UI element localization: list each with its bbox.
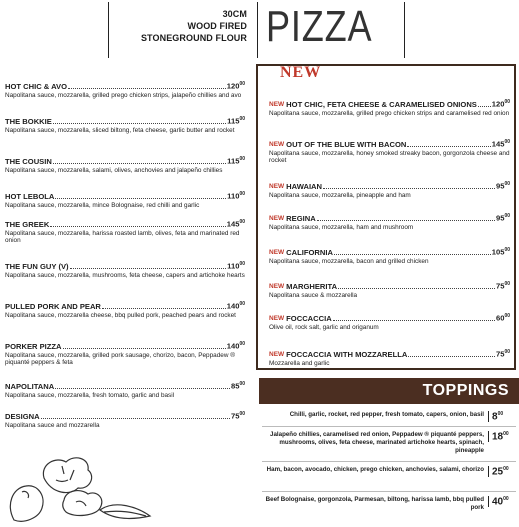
menu-item-name: THE BOKKIE xyxy=(5,116,52,126)
price-value: 75 xyxy=(230,411,240,421)
price-cents: 00 xyxy=(239,411,245,417)
topping-text: Ham, bacon, avocado, chicken, prego chicken, anchovies, salami, chorizo xyxy=(266,466,484,473)
topping-row xyxy=(260,411,516,422)
menu-item-description: Napolitana sauce, mozzarella, mince Bolognaise, red chilli and garlic xyxy=(5,201,200,209)
price-value: 25 xyxy=(492,466,504,478)
menu-item-name: FOCCACCIA xyxy=(286,313,332,323)
new-menu-item xyxy=(269,348,510,367)
right-menu-column xyxy=(269,98,510,368)
new-menu-item xyxy=(269,280,510,299)
menu-item-row xyxy=(5,155,245,166)
menu-item-description: Napolitana sauce, mozzarella, grilled pork sausage, chorizo, bacon, Peppadew ® piquanté peppers & feta xyxy=(5,351,235,367)
price-cents: 00 xyxy=(239,301,245,307)
topping-text: Beef Bolognaise, gorgonzola, Parmesan, biltong, harissa lamb, bbq pulled pork xyxy=(265,496,484,511)
price-value: 95 xyxy=(495,213,505,223)
menu-item-name: CALIFORNIA xyxy=(286,247,333,257)
menu-item-description: Napolitana sauce, mozzarella, harissa roasted lamb, olives, feta and marinated red onion xyxy=(5,229,240,245)
dot-leader xyxy=(41,418,230,419)
left-menu-column xyxy=(5,80,245,430)
menu-item-description: Olive oil, rock salt, garlic and origanum xyxy=(269,323,379,331)
menu-item-price xyxy=(227,155,245,166)
price-cents: 00 xyxy=(504,139,510,145)
price-value: 18 xyxy=(492,431,504,443)
new-tag: NEW xyxy=(269,248,285,256)
header-line: WOOD FIRED xyxy=(187,21,247,31)
menu-item-name: PULLED PORK AND PEAR xyxy=(5,301,101,311)
price-value: 120 xyxy=(491,99,505,109)
price-value: 115 xyxy=(227,116,240,126)
price-cents: 00 xyxy=(239,156,245,162)
menu-item-price xyxy=(496,180,510,191)
topping-price xyxy=(488,496,516,507)
header-right-rule xyxy=(404,2,405,58)
new-tag: NEW xyxy=(269,314,285,322)
new-menu-item xyxy=(269,246,510,265)
menu-item-name: HOT LEBOLA xyxy=(5,191,55,201)
price-cents: 00 xyxy=(504,281,510,287)
price-value: 115 xyxy=(227,156,240,166)
menu-item-row xyxy=(5,260,245,271)
menu-item-price xyxy=(227,218,245,229)
menu-item-price xyxy=(496,212,510,223)
price-value: 8 xyxy=(492,411,498,423)
menu-item-name: NAPOLITANA xyxy=(5,381,55,391)
menu-item-price xyxy=(227,260,245,271)
topping-price xyxy=(488,431,516,442)
header-tagline xyxy=(110,8,247,44)
price-value: 120 xyxy=(226,81,240,91)
new-menu-item xyxy=(269,138,510,165)
menu-item xyxy=(5,260,245,279)
menu-item-description: Napolitana sauce, mozzarella, sliced biltong, feta cheese, garlic butter and rocket xyxy=(5,126,235,134)
menu-item-name: HOT CHIC, FETA CHEESE & CARAMELISED ONIONS xyxy=(286,99,477,109)
menu-item-row xyxy=(269,180,510,191)
menu-item-description: Napolitana sauce, mozzarella, mushrooms, feta cheese, capers and artichoke hearts xyxy=(5,271,245,279)
price-cents: 00 xyxy=(504,349,510,355)
dot-leader xyxy=(63,348,226,349)
price-value: 110 xyxy=(227,261,240,271)
menu-item-description: Napolitana sauce, mozzarella, honey smoked streaky bacon, gorgonzola cheese and rocket xyxy=(269,149,510,165)
menu-item-price xyxy=(496,348,510,359)
price-cents: 00 xyxy=(504,313,510,319)
menu-item xyxy=(5,340,245,367)
price-value: 105 xyxy=(491,247,505,257)
price-value: 140 xyxy=(226,301,240,311)
menu-item-description: Mozzarella and garlic xyxy=(269,359,330,367)
new-badge: NEW xyxy=(280,64,322,81)
menu-item-price xyxy=(496,280,510,291)
menu-item-price xyxy=(227,190,245,201)
menu-item-name: HAWAIAN xyxy=(286,181,323,191)
new-tag: NEW xyxy=(269,350,285,358)
menu-item-name: HOT CHIC & AVO xyxy=(5,81,68,91)
menu-item-row xyxy=(269,246,510,257)
price-cents: 00 xyxy=(239,219,245,225)
menu-item-price xyxy=(492,98,510,109)
dot-leader xyxy=(68,88,226,89)
price-cents: 00 xyxy=(239,381,245,387)
price-cents: 00 xyxy=(239,341,245,347)
topping-divider xyxy=(262,461,516,462)
new-tag: NEW xyxy=(269,140,285,148)
menu-item xyxy=(5,218,245,245)
price-value: 75 xyxy=(495,349,505,359)
dot-leader xyxy=(334,254,491,255)
menu-item-row xyxy=(5,80,245,91)
menu-item-price xyxy=(492,246,510,257)
menu-item xyxy=(5,300,245,319)
header-line: STONEGROUND FLOUR xyxy=(140,33,247,43)
menu-item-row xyxy=(269,312,510,323)
menu-item-row xyxy=(5,115,245,126)
new-menu-item xyxy=(269,212,510,231)
toppings-title: TOPPINGS xyxy=(259,378,519,404)
menu-item-description: Napolitana sauce, mozzarella, grilled prego chicken strips and caramelised red onion xyxy=(269,109,510,117)
menu-item-price xyxy=(231,410,245,421)
menu-item-row xyxy=(269,348,510,359)
menu-item-description: Napolitana sauce, mozzarella, bacon and grilled chicken xyxy=(269,257,429,265)
menu-item-price xyxy=(227,80,245,91)
menu-item-row xyxy=(5,410,245,421)
menu-item-name: MARGHERITA xyxy=(286,281,338,291)
price-value: 110 xyxy=(227,191,240,201)
topping-price xyxy=(488,411,516,422)
topping-divider xyxy=(262,426,516,427)
topping-row xyxy=(260,496,516,512)
dot-leader xyxy=(408,356,495,357)
menu-item-price xyxy=(227,340,245,351)
menu-item-description: Napolitana sauce, mozzarella, pineapple and ham xyxy=(269,191,411,199)
header-line: 30CM xyxy=(222,9,247,19)
dot-leader xyxy=(333,320,495,321)
price-cents: 00 xyxy=(239,191,245,197)
dot-leader xyxy=(323,188,495,189)
price-cents: 00 xyxy=(503,431,509,437)
price-value: 85 xyxy=(230,381,240,391)
topping-text: Chilli, garlic, rocket, red pepper, fresh tomato, capers, onion, basil xyxy=(289,411,484,418)
menu-item-description: Napolitana sauce, mozzarella cheese, bbq pulled pork, peached pears and rocket xyxy=(5,311,236,319)
header-left-rule xyxy=(108,2,109,58)
topping-divider xyxy=(262,491,516,492)
dot-leader xyxy=(53,123,226,124)
menu-item xyxy=(5,115,245,134)
menu-item-name: THE GREEK xyxy=(5,219,50,229)
price-value: 145 xyxy=(226,219,240,229)
new-tag: NEW xyxy=(269,182,285,190)
menu-item-description: Napolitana sauce, mozzarella, ham and mushroom xyxy=(269,223,414,231)
price-cents: 00 xyxy=(497,411,504,417)
price-value: 40 xyxy=(492,496,504,508)
menu-item-price xyxy=(227,115,245,126)
price-value: 140 xyxy=(226,341,240,351)
price-value: 60 xyxy=(495,313,505,323)
menu-item-row xyxy=(269,280,510,291)
menu-item xyxy=(5,410,245,429)
menu-item xyxy=(5,190,245,209)
dot-leader xyxy=(317,220,495,221)
menu-item-row xyxy=(269,98,510,109)
new-menu-item xyxy=(269,180,510,199)
menu-item-row xyxy=(269,138,510,149)
price-value: 95 xyxy=(495,181,505,191)
price-cents: 00 xyxy=(239,116,245,122)
menu-item-name: THE COUSIN xyxy=(5,156,52,166)
price-cents: 00 xyxy=(503,466,509,472)
price-cents: 00 xyxy=(239,261,245,267)
menu-item-price xyxy=(231,380,245,391)
menu-item xyxy=(5,80,245,99)
dot-leader xyxy=(102,308,226,309)
menu-item-name: PORKER PIZZA xyxy=(5,341,62,351)
dot-leader xyxy=(53,163,226,164)
topping-row xyxy=(260,431,516,455)
dot-leader xyxy=(70,268,227,269)
menu-item-row xyxy=(5,190,245,201)
topping-row xyxy=(260,466,516,477)
menu-item-row xyxy=(269,212,510,223)
dot-leader xyxy=(50,226,225,227)
new-menu-item xyxy=(269,312,510,331)
menu-item-name: OUT OF THE BLUE WITH BACON xyxy=(286,139,407,149)
menu-item-description: Napolitana sauce, mozzarella, grilled prego chicken strips, jalapeño chillies and avo xyxy=(5,91,242,99)
dot-leader xyxy=(55,198,226,199)
dot-leader xyxy=(478,106,491,107)
menu-item-description: Napolitana sauce and mozzarella xyxy=(5,421,100,429)
new-tag: NEW xyxy=(269,214,285,222)
menu-item xyxy=(5,155,245,174)
new-tag: NEW xyxy=(269,100,285,108)
menu-item-name: DESIGNA xyxy=(5,411,40,421)
dot-leader xyxy=(338,288,495,289)
price-cents: 00 xyxy=(504,247,510,253)
menu-item-row xyxy=(5,380,245,391)
topping-price xyxy=(488,466,516,477)
price-cents: 00 xyxy=(504,99,510,105)
header-mid-rule xyxy=(257,2,258,58)
new-menu-item xyxy=(269,98,510,117)
price-cents: 00 xyxy=(239,81,245,87)
page-title: PIZZA xyxy=(266,2,373,51)
menu-item-description: Napolitana sauce, mozzarella, salami, olives, anchovies and jalapeño chillies xyxy=(5,166,223,174)
price-value: 75 xyxy=(495,281,505,291)
price-cents: 00 xyxy=(504,213,510,219)
menu-item-name: REGINA xyxy=(286,213,316,223)
menu-item-row xyxy=(5,218,245,229)
menu-item-description: Napolitana sauce & mozzarella xyxy=(269,291,358,299)
price-cents: 00 xyxy=(503,496,509,502)
new-tag: NEW xyxy=(269,282,285,290)
menu-item-row xyxy=(5,300,245,311)
vegetables-sketch-icon xyxy=(4,450,154,525)
menu-item-name: THE FUN GUY (V) xyxy=(5,261,69,271)
price-cents: 00 xyxy=(504,181,510,187)
menu-item xyxy=(5,380,245,399)
menu-item-row xyxy=(5,340,245,351)
menu-item-price xyxy=(492,138,510,149)
menu-item-price xyxy=(227,300,245,311)
dot-leader xyxy=(55,388,230,389)
menu-item-description: Napolitana sauce, mozzarella, fresh tomato, garlic and basil xyxy=(5,391,175,399)
menu-item-price xyxy=(496,312,510,323)
price-value: 145 xyxy=(491,139,505,149)
topping-text: Jalapeño chillies, caramelised red onion, Peppadew ® piquanté peppers, mushrooms, olives, feta cheese, marinated artichoke hearts, spinach, pineapple xyxy=(270,431,484,454)
menu-item-name: FOCCACCIA WITH MOZZARELLA xyxy=(286,349,408,359)
dot-leader xyxy=(407,146,490,147)
